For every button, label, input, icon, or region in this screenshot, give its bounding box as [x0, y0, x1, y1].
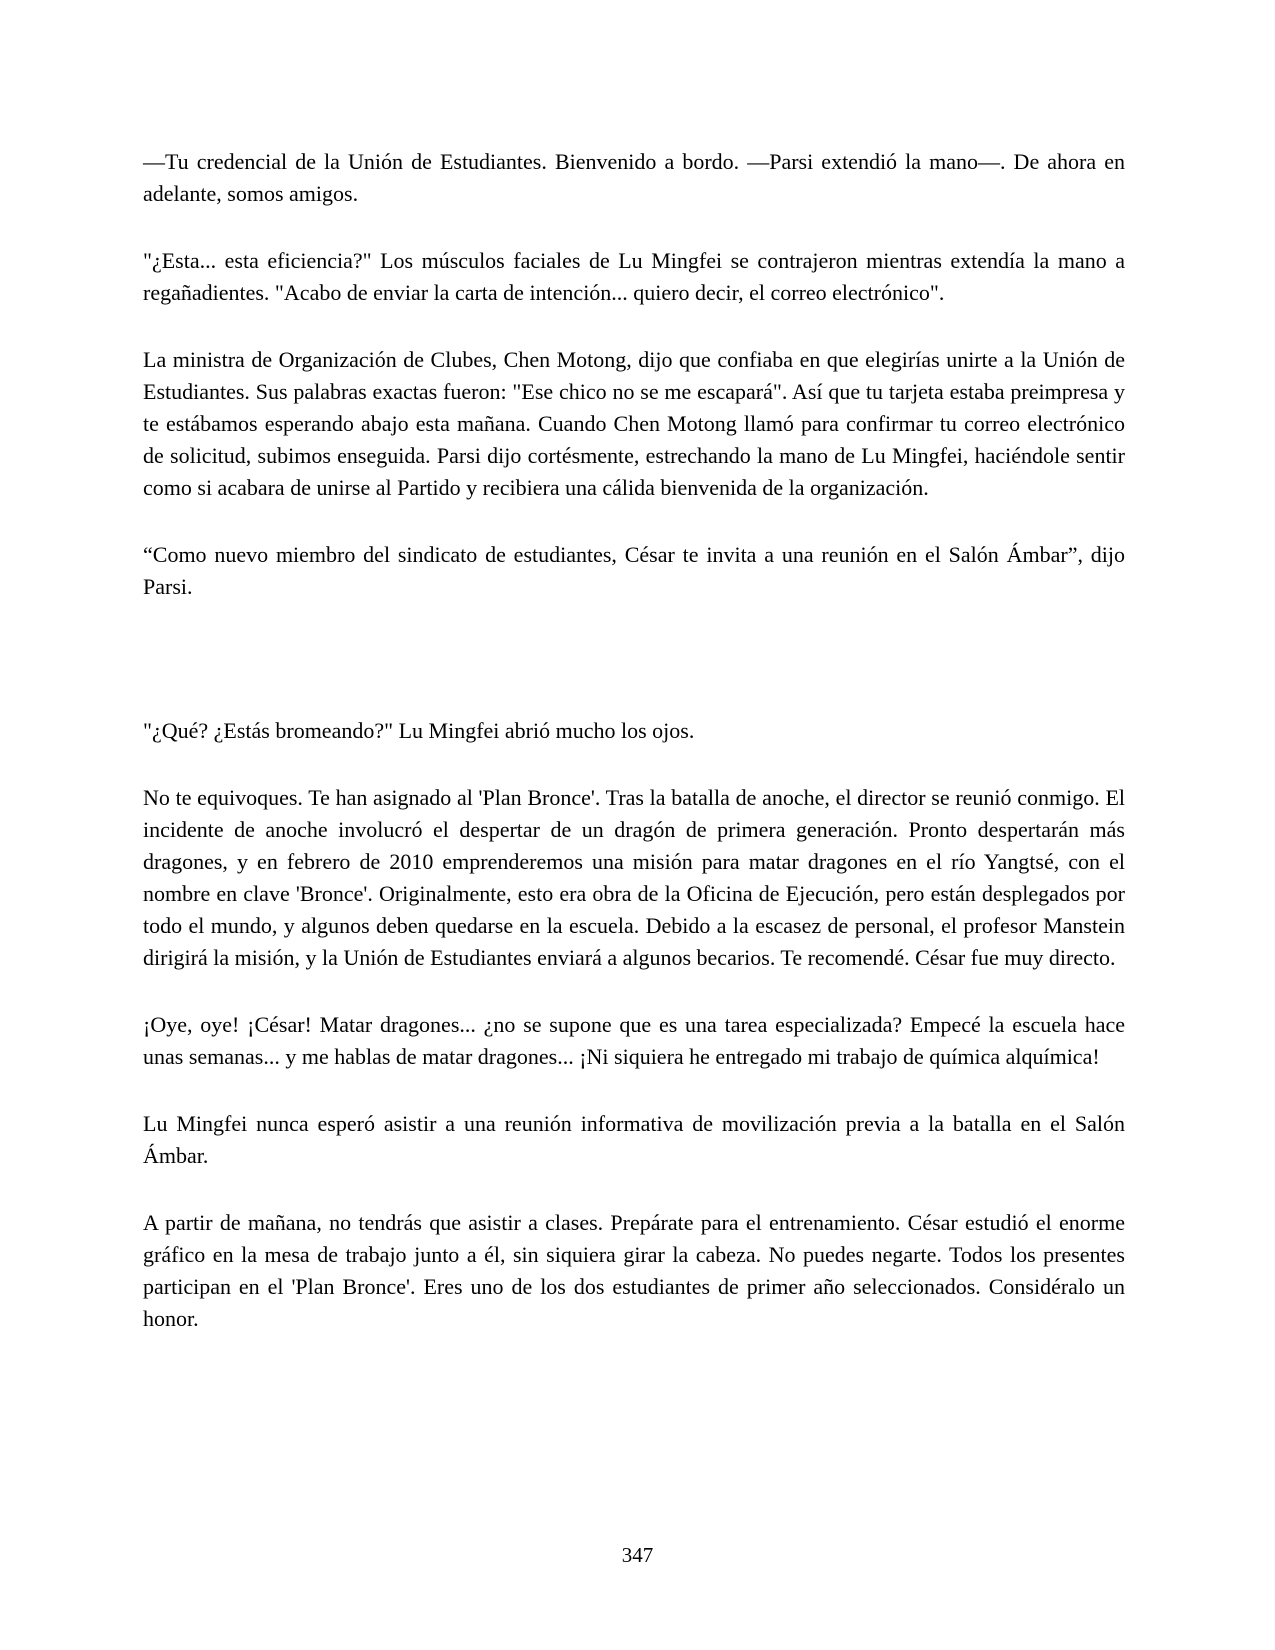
paragraph: ¡Oye, oye! ¡César! Matar dragones... ¿no se supone que es una tarea especializada? Empecé la escuela hace unas semanas... y me hablas de matar dragones... ¡Ni siquiera he entregado mi trabajo de química alquímica!	[143, 1012, 1125, 1069]
paragraph: La ministra de Organización de Clubes, Chen Motong, dijo que confiaba en que elegirías unirte a la Unión de Estudiantes. Sus palabras exactas fueron: "Ese chico no se me escapará". Así que tu tarjeta estaba preimpresa y te estábamos esperando abajo esta mañana. Cuando Chen Motong llamó para confirmar tu correo electrónico de solicitud, subimos enseguida. Parsi dijo cortésmente, estrechando la mano de Lu Mingfei, haciéndole sentir como si acabara de unirse al Partido y recibiera una cálida bienvenida de la organización.	[143, 347, 1125, 500]
paragraph: —Tu credencial de la Unión de Estudiantes. Bienvenido a bordo. —Parsi extendió la mano—. De ahora en adelante, somos amigos.	[143, 149, 1125, 206]
paragraph: "¿Qué? ¿Estás bromeando?" Lu Mingfei abrió mucho los ojos.	[143, 718, 695, 743]
paragraph: Lu Mingfei nunca esperó asistir a una reunión informativa de movilización previa a la batalla en el Salón Ámbar.	[143, 1111, 1125, 1168]
paragraph: "¿Esta... esta eficiencia?" Los músculos faciales de Lu Mingfei se contrajeron mientras extendía la mano a regañadientes. "Acabo de enviar la carta de intención... quiero decir, el correo electrónico".	[143, 248, 1125, 305]
page-text-block	[143, 146, 1125, 1370]
paragraph: No te equivoques. Te han asignado al 'Plan Bronce'. Tras la batalla de anoche, el director se reunió conmigo. El incidente de anoche involucró el despertar de un dragón de primera generación. Pronto despertarán más dragones, y en febrero de 2010 emprenderemos una misión para matar dragones en el río Yangtsé, con el nombre en clave 'Bronce'. Originalmente, esto era obra de la Oficina de Ejecución, pero están desplegados por todo el mundo, y algunos deben quedarse en la escuela. Debido a la escasez de personal, el profesor Manstein dirigirá la misión, y la Unión de Estudiantes enviará a algunos becarios. Te recomendé. César fue muy directo.	[143, 785, 1125, 970]
paragraph: “Como nuevo miembro del sindicato de estudiantes, César te invita a una reunión en el Salón Ámbar”, dijo Parsi.	[143, 542, 1125, 599]
paragraph-gap	[143, 638, 1125, 715]
page-number: 347	[621, 1543, 654, 1567]
paragraph: A partir de mañana, no tendrás que asistir a clases. Prepárate para el entrenamiento. César estudió el enorme gráfico en la mesa de trabajo junto a él, sin siquiera girar la cabeza. No puedes negarte. Todos los presentes participan en el 'Plan Bronce'. Eres uno de los dos estudiantes de primer año seleccionados. Considéralo un honor.	[143, 1210, 1125, 1331]
